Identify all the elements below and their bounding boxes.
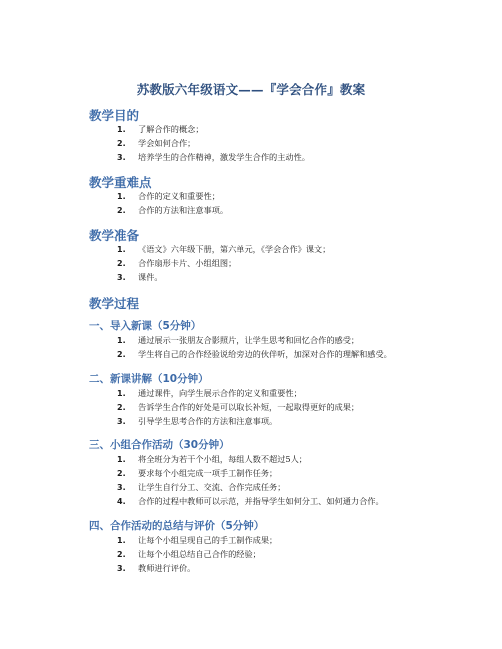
list-number: 2. [117,139,126,148]
list-text: 告诉学生合作的好处是可以取长补短，一起取得更好的成果； [138,402,360,412]
list-text: 教师进行评价。 [138,563,196,573]
list-item [117,402,359,413]
list-number: 1. [117,125,126,134]
list-item [117,549,261,560]
list-number: 3. [117,483,126,492]
list-number: 2. [117,550,126,559]
subsection-heading-intro: 一、导入新课（5分钟） [89,320,202,332]
list-item [117,138,195,149]
list-number: 2. [117,469,126,478]
list-text: 要求每个小组完成一项手工制作任务； [138,468,278,478]
list-number: 3. [117,153,126,162]
list-number: 2. [117,350,126,359]
list-text: 合作的定义和重要性； [138,191,220,201]
list-item [117,205,228,216]
list-text: 将全班分为若干个小组，每组人数不超过5人； [138,454,307,464]
list-text: 通过课件，向学生展示合作的定义和重要性； [138,388,302,398]
subsection-heading-group-activity: 三、小组合作活动（30分钟） [89,439,230,451]
document-title: 苏教版六年级语文——『学会合作』教案 [136,82,366,97]
list-item [117,416,277,427]
list-text: 通过展示一张朋友合影照片，让学生思考和回忆合作的感受； [138,335,360,345]
list-text: 让每个小组总结自己合作的经验； [138,549,261,559]
list-item [117,335,359,346]
list-number: 4. [117,497,126,506]
list-text: 学会如何合作； [138,138,196,148]
list-item [117,535,277,546]
list-item [117,124,204,135]
list-item [117,349,392,360]
list-text: 让每个小组呈现自己的手工制作成果； [138,535,278,545]
list-text: 学生将自己的合作经验说给旁边的伙伴听，加深对合作的理解和感受。 [138,349,392,359]
list-number: 3. [117,273,126,282]
section-heading-process: 教学过程 [89,296,140,311]
list-item [117,152,310,163]
list-number: 1. [117,192,126,201]
list-text: 让学生自行分工、交流、合作完成任务； [138,482,286,492]
list-item [117,496,384,507]
list-text: 引导学生思考合作的方法和注意事项。 [138,416,278,426]
list-item [117,244,330,255]
list-number: 1. [117,455,126,464]
section-heading-objectives: 教学目的 [89,108,140,123]
list-number: 2. [117,259,126,268]
list-text: 合作扇形卡片、小组组图； [138,258,237,268]
subsection-heading-summary: 四、合作活动的总结与评价（5分钟） [89,520,265,532]
list-item [117,388,302,399]
list-number: 3. [117,417,126,426]
list-text: 课件。 [138,272,163,282]
list-item [117,272,163,283]
list-text: 《语文》六年级下册，第六单元，《学会合作》课文； [138,244,331,254]
list-item [117,191,220,202]
list-item [117,468,277,479]
list-number: 1. [117,536,126,545]
list-text: 合作的方法和注意事项。 [138,205,229,215]
list-number: 2. [117,403,126,412]
list-item [117,454,307,465]
list-text: 培养学生的合作精神，激发学生合作的主动性。 [138,152,310,162]
section-heading-key-points: 教学重难点 [89,175,152,190]
list-number: 3. [117,564,126,573]
list-text: 了解合作的概念； [138,124,204,134]
list-number: 1. [117,336,126,345]
list-number: 1. [117,389,126,398]
section-heading-preparation: 教学准备 [89,228,140,243]
list-number: 1. [117,245,126,254]
list-number: 2. [117,206,126,215]
subsection-heading-lecture: 二、新课讲解（10分钟） [89,373,209,385]
list-item [117,563,195,574]
list-item [117,482,285,493]
list-item [117,258,236,269]
list-text: 合作的过程中教师可以示范，并指导学生如何分工、如何通力合作。 [138,496,384,506]
